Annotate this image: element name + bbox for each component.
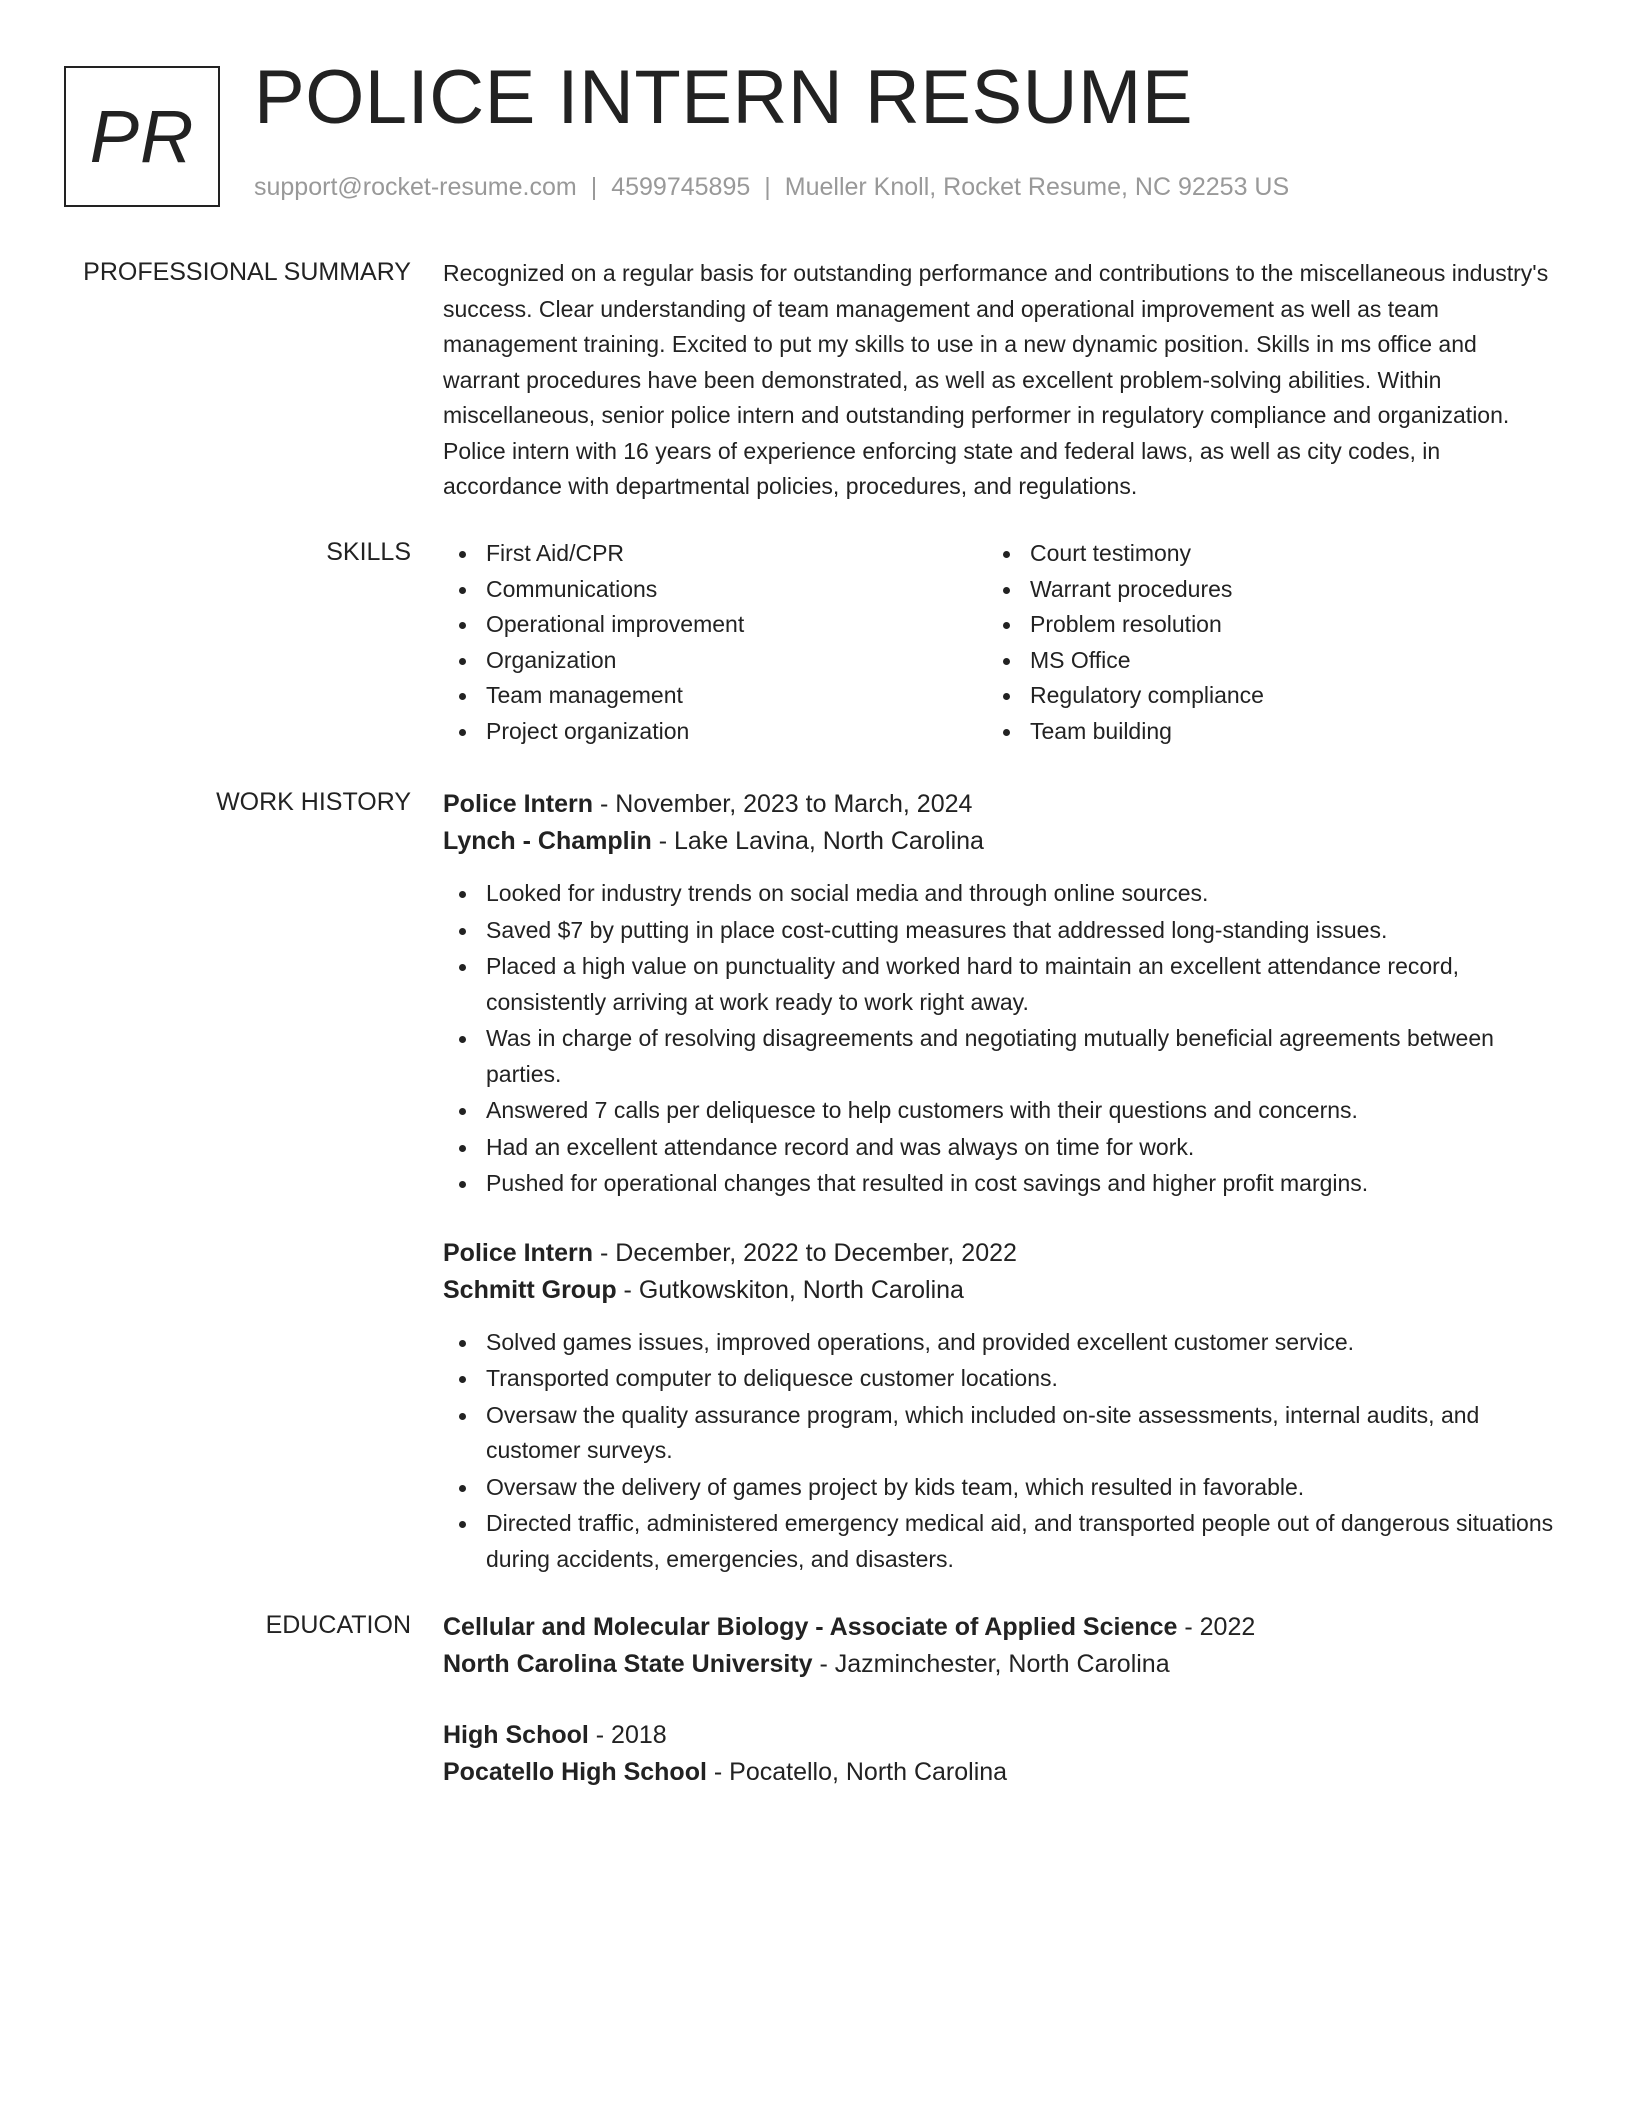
work-history-label: WORK HISTORY [216, 788, 411, 816]
job-entry [443, 786, 1555, 1202]
job-bullet: Solved games issues, improved operations, and provided excellent customer service. [443, 1325, 1555, 1361]
education-school-line [443, 1754, 1555, 1791]
job-bullet-list [443, 876, 1555, 1202]
job-title: Police Intern [443, 1238, 594, 1267]
job-dates: - November, 2023 to March, 2024 [593, 790, 973, 818]
contact-separator: | [764, 173, 771, 201]
job-entry [443, 1235, 1555, 1578]
contact-separator: | [590, 173, 598, 201]
education-entry [443, 1717, 1555, 1791]
contact-phone: 4599745895 [611, 173, 751, 201]
contact-line [254, 172, 1289, 202]
education-body [443, 1609, 1555, 1791]
job-bullet: Directed traffic, administered emergency medical aid, and transported people out of dangerous situations during accidents, emergencies, and disasters. [443, 1506, 1555, 1577]
job-location: - Lake Lavina, North Carolina [651, 827, 984, 855]
education-label: EDUCATION [265, 1611, 411, 1639]
education-degree: Cellular and Molecular Biology - Associate of Applied Science [443, 1613, 1178, 1641]
skills-column-left [443, 536, 987, 749]
education-location: - Pocatello, North Carolina [706, 1758, 1008, 1786]
resume-title: POLICE INTERN RESUME [254, 55, 1194, 140]
skill-item: Organization [443, 643, 987, 679]
skill-item: Team management [443, 678, 987, 714]
education-degree-line [443, 1717, 1555, 1754]
skill-item: MS Office [987, 643, 1531, 679]
job-bullet: Looked for industry trends on social media and through online sources. [443, 876, 1555, 912]
job-bullet: Pushed for operational changes that resulted in cost savings and higher profit margins. [443, 1166, 1555, 1202]
education-year: - 2018 [588, 1721, 667, 1749]
job-title: Police Intern [443, 790, 594, 818]
job-bullet: Transported computer to deliquesce customer locations. [443, 1361, 1555, 1397]
monogram-initials: PR [89, 94, 195, 178]
job-company: Schmitt Group [443, 1275, 617, 1304]
job-bullet: Saved $7 by putting in place cost-cutting measures that addressed long-standing issues. [443, 913, 1555, 949]
skill-item: Problem resolution [987, 607, 1531, 643]
job-bullet-list [443, 1325, 1555, 1578]
education-year: - 2022 [1177, 1613, 1256, 1641]
job-bullet: Was in charge of resolving disagreements and negotiating mutually beneficial agreements between parties. [443, 1021, 1555, 1092]
job-bullet: Placed a high value on punctuality and worked hard to maintain an excellent attendance record, consistently arriving at work ready to work right away. [443, 949, 1555, 1020]
contact-address: Mueller Knoll, Rocket Resume, NC 92253 US [784, 173, 1290, 201]
job-title-line [443, 786, 1555, 823]
work-history-body [443, 786, 1555, 1577]
job-bullet: Answered 7 calls per deliquesce to help customers with their questions and concerns. [443, 1093, 1555, 1129]
skills-grid [443, 536, 1555, 749]
skill-item: Warrant procedures [987, 572, 1531, 608]
summary-body [443, 256, 1555, 505]
skills-label: SKILLS [326, 538, 411, 566]
education-school: Pocatello High School [443, 1758, 707, 1786]
education-location: - Jazminchester, North Carolina [812, 1650, 1170, 1678]
education-degree: High School [443, 1721, 589, 1749]
skills-body [443, 536, 1555, 749]
skills-column-right [987, 536, 1531, 749]
education-school: North Carolina State University [443, 1650, 813, 1678]
monogram-box [64, 66, 220, 207]
job-location: - Gutkowskiton, North Carolina [616, 1275, 964, 1304]
job-bullet: Had an excellent attendance record and was always on time for work. [443, 1130, 1555, 1166]
skill-item: Project organization [443, 714, 987, 750]
job-bullet: Oversaw the quality assurance program, which included on-site assessments, internal audits, and customer surveys. [443, 1398, 1555, 1469]
skill-item: Operational improvement [443, 607, 987, 643]
job-dates: - December, 2022 to December, 2022 [593, 1238, 1017, 1267]
job-company-line [443, 823, 1555, 860]
job-company-line [443, 1272, 1555, 1309]
skill-item: Team building [987, 714, 1531, 750]
education-degree-line [443, 1609, 1555, 1646]
skill-item: First Aid/CPR [443, 536, 987, 572]
job-bullet: Oversaw the delivery of games project by kids team, which resulted in favorable. [443, 1470, 1555, 1506]
summary-text: Recognized on a regular basis for outstanding performance and contributions to the miscellaneous industry's success. Clear understanding of team management and operational improvement as well as team management training. Excited to put my skills to use in a new dynamic position. Skills in ms office and warrant procedures have been demonstrated, as well as excellent problem-solving abilities. Within miscellaneous, senior police intern and outstanding performer in regulatory compliance and organization. Police intern with 16 years of experience enforcing state and federal laws, as well as city codes, in accordance with departmental policies, procedures, and regulations. [443, 260, 1549, 499]
summary-label: PROFESSIONAL SUMMARY [83, 258, 411, 286]
education-entry [443, 1609, 1555, 1683]
skill-item: Court testimony [987, 536, 1531, 572]
contact-email: support@rocket-resume.com [254, 173, 577, 201]
skill-item: Regulatory compliance [987, 678, 1531, 714]
skill-item: Communications [443, 572, 987, 608]
education-school-line [443, 1646, 1555, 1683]
job-company: Lynch - Champlin [443, 827, 652, 855]
job-title-line [443, 1235, 1555, 1272]
